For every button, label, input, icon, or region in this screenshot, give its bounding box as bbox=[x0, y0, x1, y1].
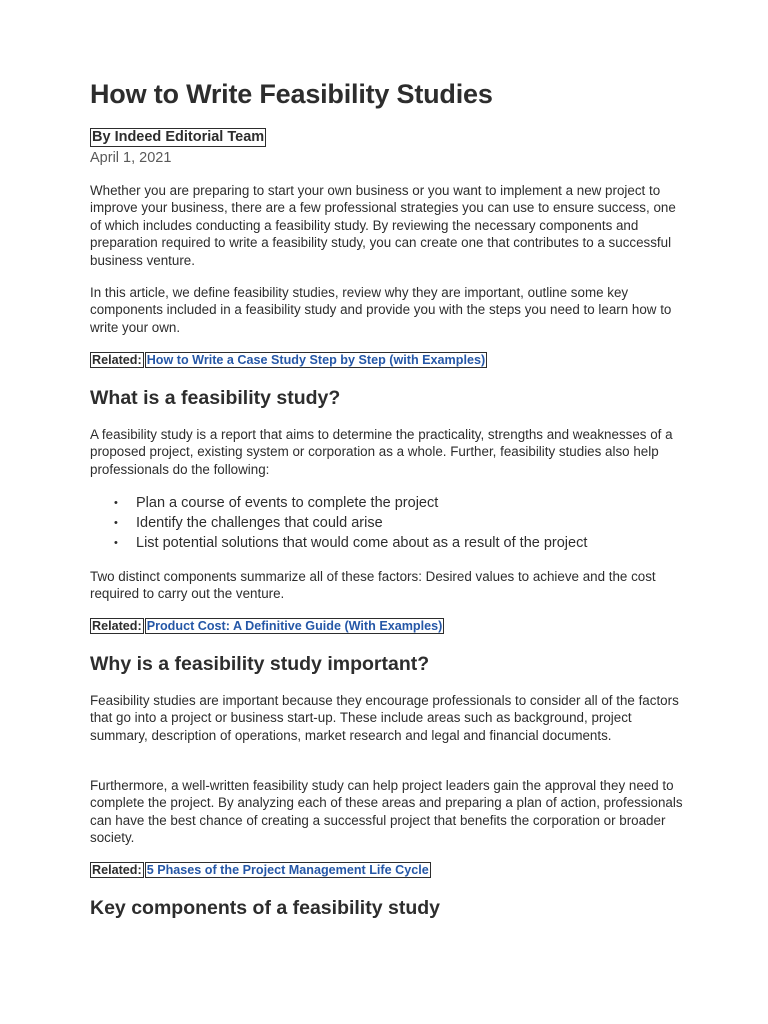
section-2-paragraph: Feasibility studies are important because they encourage professionals to consider all of the factors that go into a project or business start-up. These include areas such as background, project summary, description of operations, market research and legal and financial documents. bbox=[90, 693, 679, 743]
related-label: Related: bbox=[92, 863, 142, 877]
related-label: Related: bbox=[92, 353, 142, 367]
section-heading-why: Why is a feasibility study important? bbox=[90, 653, 430, 675]
related-link-row bbox=[90, 618, 444, 634]
related-link-row bbox=[90, 862, 431, 878]
related-link-product-cost[interactable]: Product Cost: A Definitive Guide (With Examples) bbox=[146, 619, 443, 633]
intro-paragraph-1: Whether you are preparing to start your own business or you want to implement a new project to improve your business, there are a few professional strategies you can use to ensure success, one of which includes conducting a feasibility study. By reviewing the necessary components and preparation required to write a feasibility study, you can create one that contributes to a successful business venture. bbox=[90, 183, 676, 268]
section-1-paragraph-2: Two distinct components summarize all of these factors: Desired values to achieve and the cost required to carry out the venture. bbox=[90, 569, 656, 602]
related-label: Related: bbox=[92, 619, 142, 633]
related-link-case-study[interactable]: How to Write a Case Study Step by Step (with Examples) bbox=[146, 353, 486, 367]
section-1-paragraph: A feasibility study is a report that aims to determine the practicality, strengths and weaknesses of a proposed project, existing system or corporation as a whole. Further, feasibility studies also help professionals do the following: bbox=[90, 427, 673, 477]
bullet-icon: • bbox=[114, 517, 118, 529]
author-byline[interactable]: By Indeed Editorial Team bbox=[92, 129, 265, 145]
list-item: • Plan a course of events to complete the project bbox=[114, 495, 439, 511]
bullet-icon: • bbox=[114, 497, 118, 509]
bullet-icon: • bbox=[114, 537, 118, 549]
related-link-row bbox=[90, 352, 487, 368]
section-2-paragraph-2: Furthermore, a well-written feasibility study can help project leaders gain the approval they need to complete the project. By analyzing each of these areas and preparing a plan of action, professionals can have the best chance of creating a successful project that benefits the corporation or broader society. bbox=[90, 778, 683, 846]
list-item: • Identify the challenges that could arise bbox=[114, 515, 383, 531]
section-heading-key-components: Key components of a feasibility study bbox=[90, 897, 440, 919]
publish-date: April 1, 2021 bbox=[90, 150, 172, 166]
related-link-project-phases[interactable]: 5 Phases of the Project Management Life Cycle bbox=[146, 863, 429, 877]
bullet-list bbox=[90, 493, 730, 553]
intro-paragraph-2: In this article, we define feasibility studies, review why they are important, outline some key components included in a feasibility study and provide you with the steps you need to learn how to write your own. bbox=[90, 285, 672, 335]
page-title: How to Write Feasibility Studies bbox=[90, 79, 493, 109]
list-item: • List potential solutions that would come about as a result of the project bbox=[114, 535, 588, 551]
section-heading-what: What is a feasibility study? bbox=[90, 387, 341, 409]
